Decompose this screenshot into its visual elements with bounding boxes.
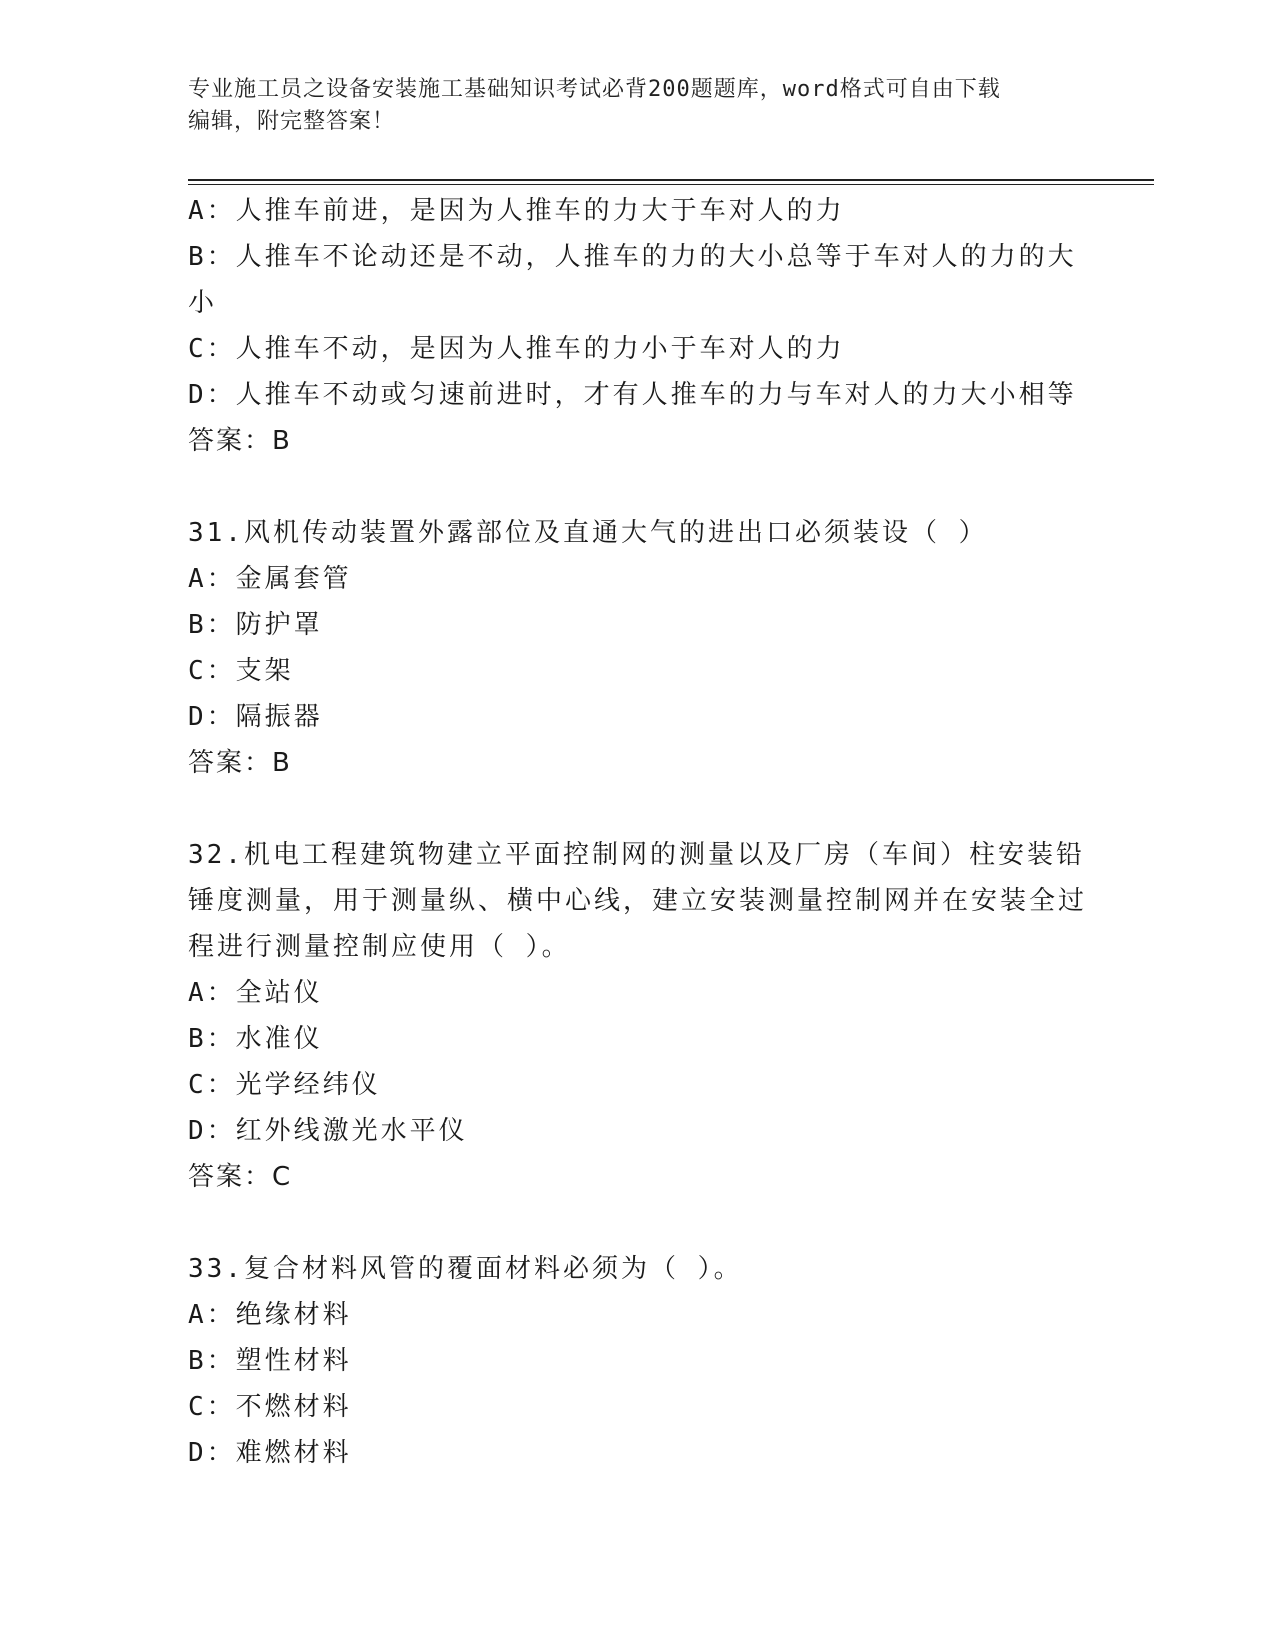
question-list [188,188,1088,1476]
option-label: A： [188,564,236,594]
option-label: C： [188,1392,236,1422]
option-text: 金属套管 [235,564,352,594]
option-a [188,556,1088,602]
header-title-line-1: 专业施工员之设备安装施工基础知识考试必背200题题库，word格式可自由下载 [188,77,1001,102]
option-b [188,1338,1088,1384]
option-text: 绝缘材料 [235,1300,352,1330]
option-d [188,1108,1088,1154]
option-label: B： [188,610,236,640]
option-text: 光学经纬仪 [235,1070,381,1100]
option-label: A： [188,1300,236,1330]
answer-line: 答案：C [188,1162,293,1192]
question-32 [188,832,1088,1200]
question-33 [188,1246,1088,1476]
question-stem: 32.机电工程建筑物建立平面控制网的测量以及厂房（车间）柱安装铅锤度测量，用于测量纵、横中心线，建立安装测量控制网并在安装全过程进行测量控制应使用（ ）。 [188,840,1088,962]
option-text: 红外线激光水平仪 [235,1116,468,1146]
option-d [188,1430,1088,1476]
option-text: 防护罩 [235,610,323,640]
option-label: A： [188,196,236,226]
option-c [188,648,1088,694]
option-b [188,1016,1088,1062]
option-label: D： [188,702,236,732]
option-label: C： [188,334,236,364]
document-header [188,74,1088,138]
option-d [188,694,1088,740]
option-label: C： [188,1070,236,1100]
option-text: 人推车不动，是因为人推车的力小于车对人的力 [235,334,845,364]
option-text: 不燃材料 [235,1392,352,1422]
option-label: B： [188,242,236,272]
option-text: 人推车前进，是因为人推车的力大于车对人的力 [235,196,845,226]
header-divider-thick [188,179,1154,181]
option-b [188,234,1088,326]
question-30 [188,188,1088,464]
option-d [188,372,1088,418]
option-label: D： [188,1116,236,1146]
option-text: 人推车不论动还是不动，人推车的力的大小总等于车对人的力的大小 [188,242,1077,318]
answer-line: 答案：B [188,748,292,778]
option-text: 人推车不动或匀速前进时，才有人推车的力与车对人的力大小相等 [235,380,1077,410]
option-label: D： [188,1438,236,1468]
option-text: 全站仪 [235,978,323,1008]
option-a [188,188,1088,234]
option-text: 难燃材料 [235,1438,352,1468]
option-label: D： [188,380,236,410]
option-label: C： [188,656,236,686]
option-c [188,326,1088,372]
option-label: B： [188,1346,236,1376]
option-c [188,1062,1088,1108]
option-text: 支架 [235,656,294,686]
option-label: A： [188,978,236,1008]
option-text: 塑性材料 [235,1346,352,1376]
option-text: 水准仪 [235,1024,323,1054]
option-c [188,1384,1088,1430]
question-stem: 33.复合材料风管的覆面材料必须为（ ）。 [188,1254,743,1284]
option-a [188,1292,1088,1338]
header-divider-thin [188,184,1154,185]
option-label: B： [188,1024,236,1054]
question-31 [188,510,1088,786]
header-title-line-2: 编辑，附完整答案！ [188,109,396,134]
option-a [188,970,1088,1016]
option-b [188,602,1088,648]
question-stem: 31.风机传动装置外露部位及直通大气的进出口必须装设（ ） [188,518,988,548]
option-text: 隔振器 [235,702,323,732]
answer-line: 答案：B [188,426,292,456]
